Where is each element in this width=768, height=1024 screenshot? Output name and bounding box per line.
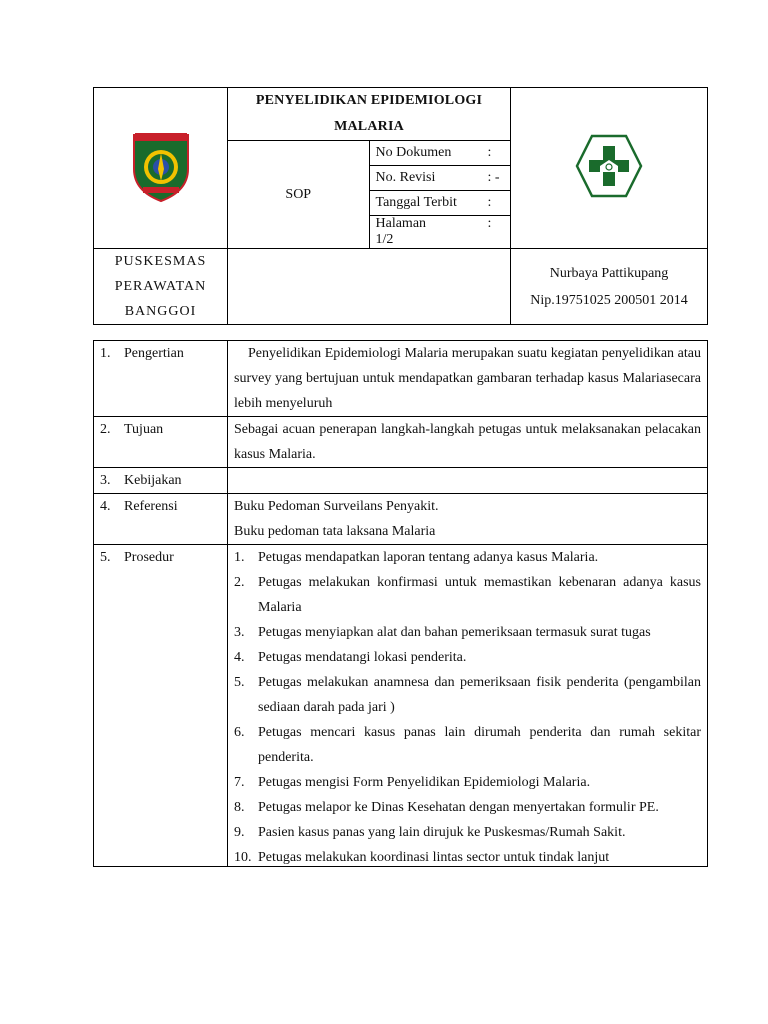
- step-text: Pasien kasus panas yang lain dirujuk ke Puskesmas/Rumah Sakit.: [258, 825, 626, 840]
- procedure-step: [234, 770, 701, 795]
- section-title: Referensi: [124, 499, 178, 514]
- meta-value: : 1/2: [375, 216, 492, 247]
- procedure-step: [234, 720, 701, 770]
- procedure-step: [234, 570, 701, 620]
- section-label: [94, 341, 228, 417]
- procedure-step: [234, 795, 701, 820]
- meta-row: [369, 166, 511, 191]
- org-line-2: PERAWATAN: [114, 279, 207, 294]
- section-title: Pengertian: [124, 346, 184, 361]
- section-row: [94, 494, 708, 545]
- step-number: 6.: [234, 725, 245, 740]
- meta-key: No. Revisi: [375, 170, 436, 185]
- section-row: [94, 468, 708, 494]
- step-number: 4.: [234, 650, 245, 665]
- step-text: Petugas melakukan konfirmasi untuk memastikan kebenaran adanya kasus Malaria: [258, 575, 701, 615]
- meta-row: [369, 191, 511, 216]
- signer-block: [511, 249, 708, 325]
- step-number: 9.: [234, 825, 245, 840]
- step-text: Petugas mencari kasus panas lain dirumah penderita dan rumah sekitar penderita.: [258, 725, 701, 765]
- reference-line: Buku Pedoman Surveilans Penyakit.: [234, 499, 439, 514]
- right-logo-cell: [511, 88, 708, 249]
- section-title: Kebijakan: [124, 473, 182, 488]
- organization-name: [94, 249, 228, 325]
- district-emblem-logo: [131, 129, 191, 203]
- meta-value: :: [487, 195, 492, 210]
- section-number: 3.: [100, 473, 111, 488]
- procedure-body: [228, 545, 708, 867]
- step-number: 10.: [234, 850, 252, 865]
- meta-row: [369, 216, 511, 249]
- section-number: 5.: [100, 550, 111, 565]
- section-row: [94, 417, 708, 468]
- step-number: 2.: [234, 575, 245, 590]
- meta-key: Halaman: [375, 216, 427, 231]
- puskesmas-logo: [575, 134, 643, 198]
- section-body: [228, 494, 708, 545]
- meta-row: [369, 141, 511, 166]
- procedure-step: [234, 670, 701, 720]
- empty-cell: [228, 249, 511, 325]
- procedure-step: [234, 545, 701, 570]
- step-number: 8.: [234, 800, 245, 815]
- procedure-step: [234, 845, 701, 866]
- section-label: [94, 468, 228, 494]
- step-text: Petugas melakukan anamnesa dan pemeriksaan fisik penderita (pengambilan sediaan darah pada jari ): [258, 675, 701, 715]
- step-number: 3.: [234, 625, 245, 640]
- section-number: 1.: [100, 346, 111, 361]
- section-number: 4.: [100, 499, 111, 514]
- step-text: Petugas melapor ke Dinas Kesehatan dengan menyertakan formulir PE.: [258, 800, 659, 815]
- step-number: 5.: [234, 675, 245, 690]
- section-body: Penyelidikan Epidemiologi Malaria merupakan suatu kegiatan penyelidikan atau survey yang bertujuan untuk mendapatkan gambaran terhadap kasus Malariasecara lebih menyeluruh: [228, 341, 708, 417]
- signer-nip: Nip.19751025 200501 2014: [530, 292, 688, 308]
- sop-header: [93, 87, 708, 318]
- step-number: 7.: [234, 775, 245, 790]
- title-line-1: PENYELIDIKAN EPIDEMIOLOGI: [255, 93, 483, 108]
- org-line-1: PUSKESMAS: [114, 254, 207, 269]
- left-logo-cell: [94, 88, 228, 249]
- step-text: Petugas mendatangi lokasi penderita.: [258, 650, 467, 665]
- signer-name: Nurbaya Pattikupang: [549, 265, 669, 281]
- meta-key: Tanggal Terbit: [375, 195, 457, 210]
- procedure-step: [234, 620, 701, 645]
- sop-label: SOP: [228, 141, 370, 249]
- meta-value: : -: [487, 170, 500, 185]
- step-text: Petugas menyiapkan alat dan bahan pemeriksaan termasuk surat tugas: [258, 625, 651, 640]
- section-label: [94, 417, 228, 468]
- section-row: [94, 545, 708, 867]
- section-title: Prosedur: [124, 550, 174, 565]
- procedure-step: [234, 820, 701, 845]
- procedure-steps: [234, 545, 701, 866]
- step-text: Petugas melakukan koordinasi lintas sector untuk tindak lanjut: [258, 850, 610, 865]
- step-text: Petugas mengisi Form Penyelidikan Epidemiologi Malaria.: [258, 775, 591, 790]
- step-text: Petugas mendapatkan laporan tentang adanya kasus Malaria.: [258, 550, 599, 565]
- sop-content: [93, 340, 708, 867]
- procedure-step: [234, 645, 701, 670]
- document-title: [228, 88, 511, 141]
- step-number: 1.: [234, 550, 245, 565]
- section-body: [228, 468, 708, 494]
- meta-key: No Dokumen: [375, 145, 452, 160]
- section-body: Sebagai acuan penerapan langkah-langkah petugas untuk melaksanakan pelacakan kasus Malaria.: [228, 417, 708, 468]
- section-label: [94, 545, 228, 867]
- reference-line: Buku pedoman tata laksana Malaria: [234, 524, 436, 539]
- section-row: [94, 341, 708, 417]
- title-line-2: MALARIA: [334, 119, 404, 134]
- org-line-3: BANGGOI: [124, 304, 197, 319]
- section-title: Tujuan: [124, 422, 164, 437]
- meta-value: :: [487, 145, 492, 160]
- section-number: 2.: [100, 422, 111, 437]
- section-label: [94, 494, 228, 545]
